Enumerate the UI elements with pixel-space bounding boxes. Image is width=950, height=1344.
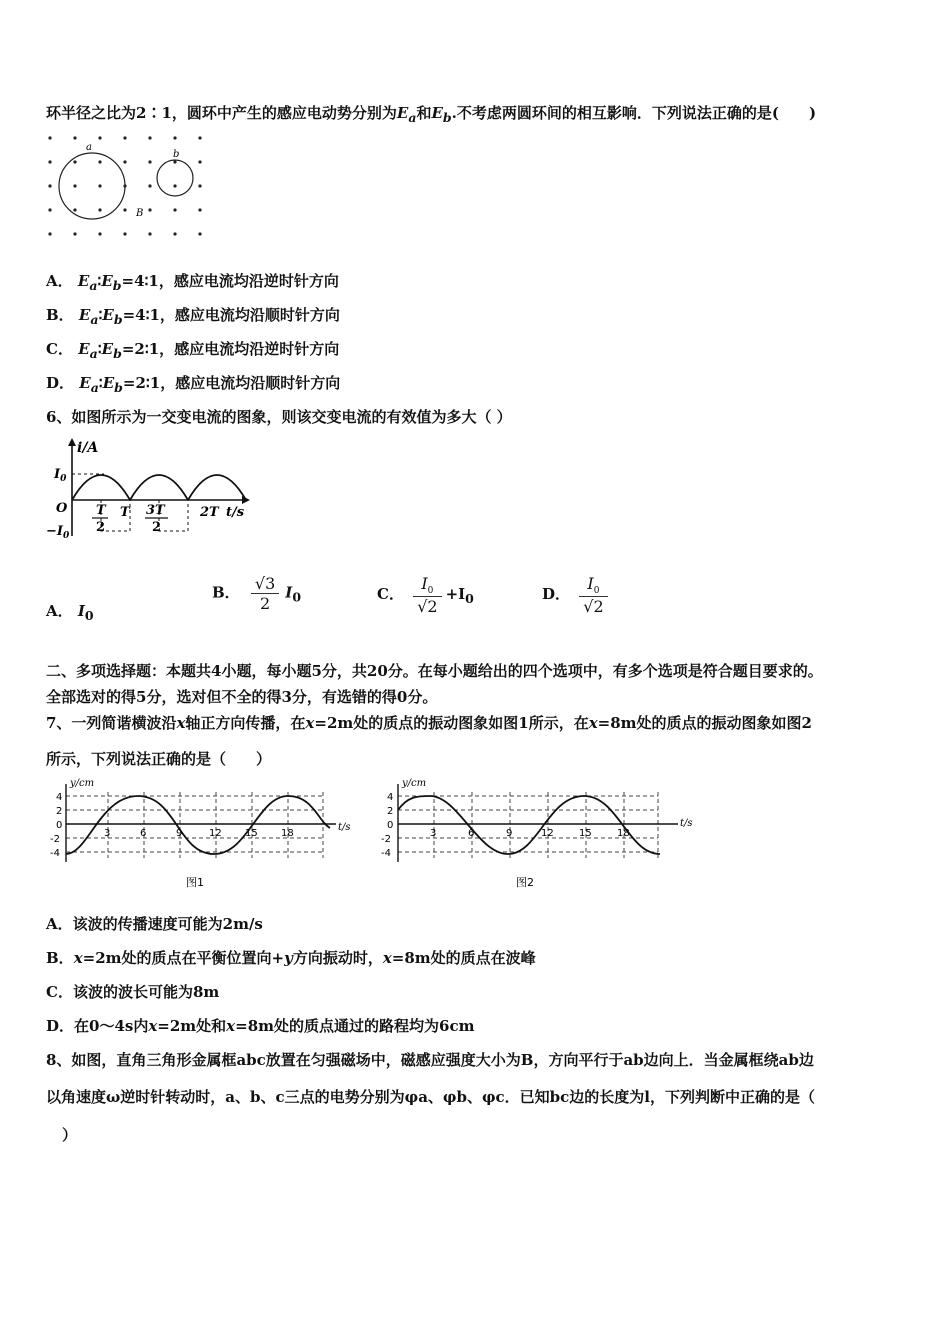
q6-origin-label: O — [56, 501, 68, 516]
option-ratio: =4∶1， — [121, 272, 174, 290]
option-letter: D． — [542, 585, 571, 604]
q6-t-label: T — [120, 505, 130, 520]
option-ratio: =2∶1， — [121, 340, 175, 358]
fig2-xtick: 18 — [617, 828, 630, 839]
fraction-den: √2 — [583, 597, 604, 617]
option-sub: 0 — [292, 589, 302, 605]
q6-stem: 6、如图所示为一交变电流的图象，则该交变电流的有效值为多大（ ） — [46, 408, 512, 426]
option-letter: B． — [46, 306, 74, 324]
fig2-ytick: 4 — [387, 792, 394, 803]
q7-option-c[interactable]: C．该波的波长可能为8m — [46, 983, 220, 1001]
option-letter: C． — [377, 585, 404, 604]
fig1-caption: 图1 — [186, 876, 204, 889]
fraction-num: √3 — [251, 574, 279, 594]
fraction-num: $I_0$ — [579, 574, 607, 597]
fig1-xtick: 6 — [140, 828, 147, 839]
fig2-ylabel: y/cm — [402, 778, 427, 789]
q5-stem-tail: .不考虑两圆环间的相互影响．下列说法正确的是( ) — [451, 104, 817, 122]
q6-3t-half-den: 2 — [152, 520, 162, 535]
fig2-xtick: 6 — [468, 828, 475, 839]
option-tail: +I — [445, 585, 466, 604]
option-text: 感应电流均沿顺时针方向 — [175, 374, 341, 392]
fig2-ytick: -4 — [381, 848, 391, 859]
option-sub: 0 — [84, 608, 94, 623]
q6-neg-i0-label: $-I_0$ — [46, 524, 70, 541]
q6-i0-label: $I_0$ — [54, 467, 67, 484]
q5-stem-lead: 环半径之比为2∶1，圆环中产生的感应电动势分别为 — [46, 104, 397, 122]
ring-a-label: a — [86, 142, 92, 153]
fig1-xtick: 12 — [209, 828, 222, 839]
q8-stem-line3: ） — [62, 1126, 78, 1144]
q5-eb-sub: b — [442, 110, 452, 125]
q5-option-a[interactable]: A． $E_a∶E_b=4∶1$，感应电流均沿逆时针方向 — [46, 272, 339, 293]
option-value: I — [77, 602, 85, 620]
q6-option-a[interactable] — [46, 600, 94, 623]
q6-c-fraction — [413, 574, 441, 616]
q8-stem-line2: 以角速度ω逆时针转动时，a、b、c三点的电势分别为φa、φb、φc．已知bc边的长度为l，下列判断中正确的是（ — [46, 1088, 816, 1106]
q7-stem-line2: 所示，下列说法正确的是（ ） — [46, 750, 272, 768]
q5-ring-figure — [40, 128, 215, 243]
ring-a — [59, 153, 125, 219]
fig2-xtick: 12 — [541, 828, 554, 839]
q6-d-fraction — [579, 574, 607, 616]
q6-t-half-den: 2 — [96, 520, 106, 535]
q6-option-b[interactable] — [212, 574, 301, 613]
option-text: 感应电流均沿逆时针方向 — [174, 340, 340, 358]
q7-figure-1 — [48, 776, 358, 892]
q6-xlabel: t/s — [226, 505, 245, 520]
fraction-den: 2 — [260, 594, 271, 613]
fig1-xlabel: t/s — [338, 822, 351, 833]
q7-option-a[interactable]: A．该波的传播速度可能为2m/s — [46, 915, 263, 933]
q5-option-b[interactable]: B． $E_a∶E_b=4∶1$，感应电流均沿顺时针方向 — [46, 306, 340, 327]
q6-option-c[interactable] — [377, 574, 474, 616]
field-b-label: B — [136, 208, 144, 219]
fig1-xtick: 3 — [104, 828, 111, 839]
q7-figure-2 — [378, 776, 698, 892]
option-letter: A． — [46, 602, 73, 620]
fig1-xtick: 9 — [176, 828, 183, 839]
fig2-xtick: 3 — [430, 828, 437, 839]
option-letter: A． — [46, 272, 73, 290]
fig2-caption: 图2 — [516, 876, 534, 889]
fig2-ytick: -2 — [381, 834, 391, 845]
fraction-den: √2 — [417, 597, 438, 617]
fig2-ytick: 0 — [387, 820, 394, 831]
section2-line1: 二、多项选择题：本题共4小题，每小题5分，共20分。在每小题给出的四个选项中，有多个选项是符合题目要求的。 — [46, 662, 823, 680]
q8-stem-line1: 8、如图，直角三角形金属框abc放置在匀强磁场中，磁感应强度大小为B，方向平行于ab边向上．当金属框绕ab边 — [46, 1051, 814, 1069]
q6-b-fraction — [251, 574, 279, 613]
fig1-ytick: 2 — [56, 806, 63, 817]
q5-and: 和 — [416, 104, 432, 122]
ring-b — [157, 160, 193, 196]
fig1-xtick: 18 — [281, 828, 294, 839]
option-sub: 0 — [465, 591, 474, 607]
fig2-xtick: 15 — [579, 828, 592, 839]
q5-stem — [46, 102, 816, 125]
fig1-ylabel: y/cm — [70, 778, 95, 789]
q6-ylabel: i/A — [77, 440, 99, 456]
option-ratio: =2∶1， — [122, 374, 176, 392]
option-ratio: =4∶1， — [122, 306, 175, 324]
ring-b-label: b — [173, 149, 180, 160]
option-letter: C． — [46, 340, 73, 358]
q5-eb: E — [431, 104, 443, 122]
option-text: 感应电流均沿顺时针方向 — [174, 306, 340, 324]
fig1-ytick: -2 — [50, 834, 60, 845]
section2-line2: 全部选对的得5分，选对但不全的得3分，有选错的得0分。 — [46, 688, 438, 706]
option-text: 感应电流均沿逆时针方向 — [173, 272, 339, 290]
option-letter: D． — [46, 374, 75, 392]
q5-option-d[interactable]: D． $E_a∶E_b=2∶1$，感应电流均沿顺时针方向 — [46, 374, 341, 395]
q6-2t-label: 2T — [200, 505, 219, 520]
q7-option-d[interactable]: D．在0～4s内x=2m处和x=8m处的质点通过的路程均为6cm — [46, 1017, 475, 1035]
fig1-xtick: 15 — [245, 828, 258, 839]
option-letter: B． — [212, 583, 240, 602]
q5-ea: E — [396, 104, 409, 122]
fig1-ytick: -4 — [50, 848, 60, 859]
fig1-ytick: 4 — [56, 792, 63, 803]
fig1-ytick: 0 — [56, 820, 63, 831]
q6-3t-half-num: 3T — [146, 503, 165, 518]
fraction-num: $I_0$ — [413, 574, 441, 597]
q5-option-c[interactable]: C． $E_a∶E_b=2∶1$，感应电流均沿逆时针方向 — [46, 340, 340, 361]
q6-t-half-num: T — [96, 503, 106, 518]
q7-stem-line1: 7、一列简谐横波沿x轴正方向传播，在x=2m处的质点的振动图象如图1所示，在x=8m处的质点的振动图象如图2 — [46, 714, 812, 732]
fig2-xlabel: t/s — [680, 818, 693, 829]
q6-ac-graph — [44, 436, 254, 546]
q7-option-b[interactable]: B．x=2m处的质点在平衡位置向+y方向振动时，x=8m处的质点在波峰 — [46, 949, 536, 967]
q5-ea-sub: a — [408, 110, 417, 125]
fig2-xtick: 9 — [506, 828, 513, 839]
fig2-ytick: 2 — [387, 806, 394, 817]
q6-option-d[interactable] — [542, 574, 612, 616]
option-value: I — [285, 583, 293, 602]
